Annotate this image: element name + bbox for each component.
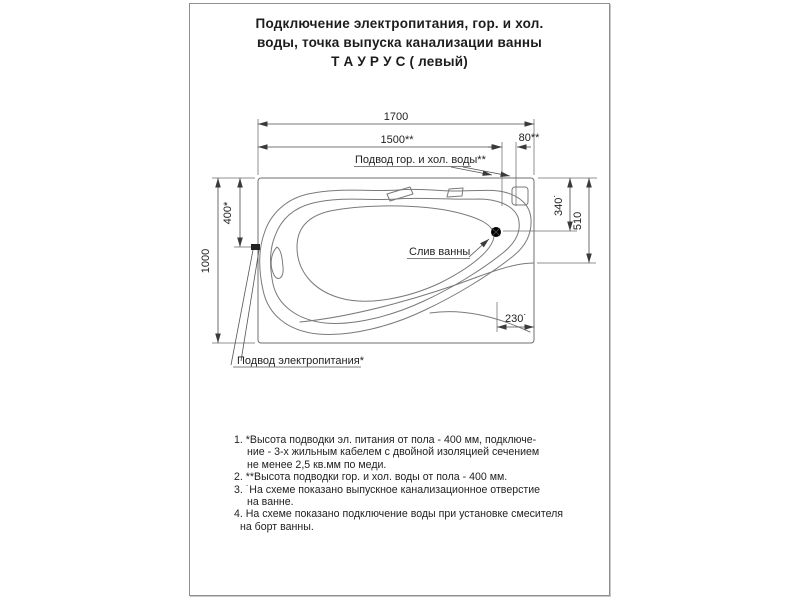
dim-label-400: 400* [222, 201, 234, 225]
grab-handle-recess [271, 247, 283, 278]
note-4-line-2: на борт ванны. [240, 520, 314, 533]
note-1-line-2: ние - 3-х жильным кабелем с двойной изоляцией сечением [247, 446, 540, 459]
water-supply-label: Подвод гор. и хол. воды** [355, 154, 486, 166]
dim-label-340: 340˙ [553, 193, 565, 217]
note-1-line-1: 1. *Высота подводки эл. питания от пола - 400 мм, подключе- [234, 434, 537, 446]
water-leader-2 [463, 167, 510, 176]
title-line-2: воды, точка выпуска канализации ванны [256, 35, 543, 50]
power-connection-marker [251, 244, 260, 250]
tub-inner-deck-edge [271, 198, 520, 323]
note-3-line-1: 3. ˙На схеме показано выпускное канализационное отверстие [234, 483, 541, 496]
dim-label-1700: 1700 [383, 111, 409, 123]
power-supply-label: Подвод электропитания* [237, 355, 364, 367]
note-4-line-1: 4. На схеме показано подключение воды при установке смесителя [234, 508, 564, 521]
drain-leader [469, 239, 489, 257]
note-2: 2. **Высота подводки гор. и хол. воды от пола - 400 мм. [234, 471, 508, 484]
drain-label: Слив ванны [409, 246, 471, 258]
note-1-line-3: не менее 2,5 кв.мм по меди. [247, 458, 387, 471]
dim-label-80: 80** [518, 132, 540, 144]
rim-notch [447, 188, 463, 197]
note-3-line-2: на ванне. [247, 496, 294, 509]
dim-label-1500: 1500** [380, 134, 414, 146]
dim-label-510: 510 [572, 211, 584, 231]
title-line-3: Т А У Р У С ( левый) [331, 54, 468, 69]
dim-label-1000: 1000 [200, 248, 212, 274]
dim-label-230: 230˙ [504, 313, 528, 325]
title-line-1: Подключение электропитания, гор. и хол. [255, 16, 544, 31]
